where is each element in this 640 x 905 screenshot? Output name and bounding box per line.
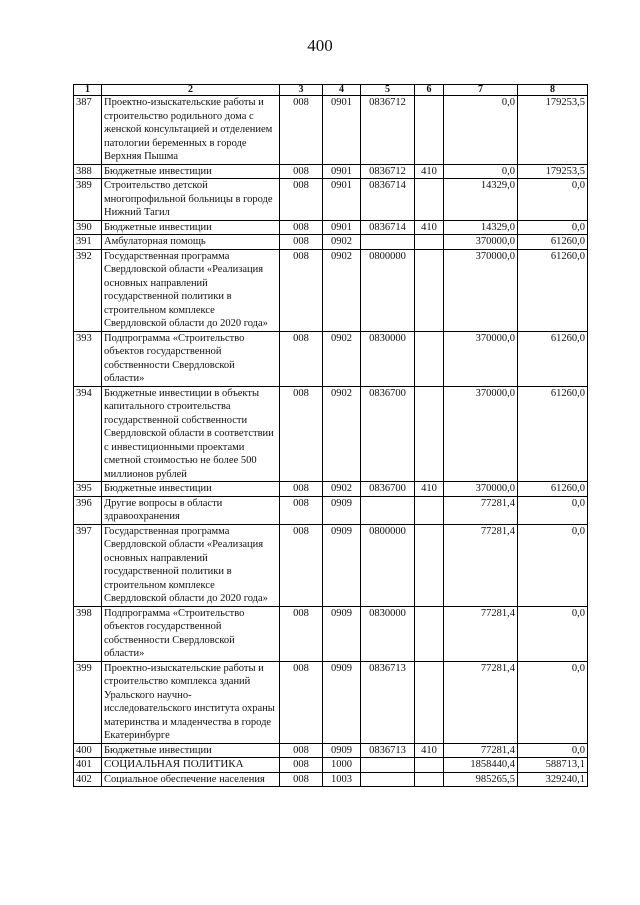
section-code: 0909	[323, 496, 361, 524]
table-row	[74, 386, 588, 482]
ministry-code: 008	[280, 743, 323, 758]
column-header: 1	[74, 85, 102, 96]
ministry-code: 008	[280, 606, 323, 661]
table-row	[74, 249, 588, 331]
amount-col8: 0,0	[518, 496, 588, 524]
target-article-code: 0836714	[361, 220, 415, 235]
column-header: 3	[280, 85, 323, 96]
amount-col7: 370000,0	[444, 249, 518, 331]
ministry-code: 008	[280, 220, 323, 235]
row-number: 398	[74, 606, 102, 661]
target-article-code: 0800000	[361, 524, 415, 606]
target-article-code: 0836700	[361, 482, 415, 497]
ministry-code: 008	[280, 482, 323, 497]
amount-col8: 61260,0	[518, 386, 588, 482]
amount-col7: 77281,4	[444, 661, 518, 743]
expense-type-code: 410	[415, 482, 444, 497]
target-article-code	[361, 758, 415, 773]
expense-type-code	[415, 661, 444, 743]
section-code: 0902	[323, 235, 361, 250]
row-name: СОЦИАЛЬНАЯ ПОЛИТИКА	[102, 758, 280, 773]
row-number: 399	[74, 661, 102, 743]
amount-col8: 61260,0	[518, 235, 588, 250]
table-row	[74, 758, 588, 773]
target-article-code	[361, 235, 415, 250]
target-article-code: 0830000	[361, 331, 415, 386]
row-name: Бюджетные инвестиции	[102, 482, 280, 497]
row-number: 396	[74, 496, 102, 524]
expense-type-code: 410	[415, 220, 444, 235]
target-article-code	[361, 772, 415, 787]
row-number: 394	[74, 386, 102, 482]
target-article-code: 0836700	[361, 386, 415, 482]
row-name: Подпрограмма «Строительство объектов государственной собственности Свердловской области»	[102, 331, 280, 386]
amount-col7: 14329,0	[444, 220, 518, 235]
expense-type-code: 410	[415, 743, 444, 758]
amount-col8: 179253,5	[518, 164, 588, 179]
section-code: 0902	[323, 386, 361, 482]
target-article-code: 0836713	[361, 661, 415, 743]
table-row	[74, 482, 588, 497]
row-number: 390	[74, 220, 102, 235]
amount-col7: 77281,4	[444, 524, 518, 606]
row-name: Проектно-изыскательские работы и строительство комплекса зданий Уральского научно-исследовательского института охраны материнства и младенчества в городе Екатеринбурге	[102, 661, 280, 743]
table-row	[74, 96, 588, 165]
section-code: 1003	[323, 772, 361, 787]
row-number: 389	[74, 179, 102, 221]
row-name: Бюджетные инвестиции	[102, 743, 280, 758]
amount-col8: 61260,0	[518, 331, 588, 386]
ministry-code: 008	[280, 249, 323, 331]
table-row	[74, 179, 588, 221]
amount-col7: 77281,4	[444, 496, 518, 524]
row-number: 401	[74, 758, 102, 773]
expense-type-code	[415, 96, 444, 165]
section-code: 0902	[323, 482, 361, 497]
amount-col8: 0,0	[518, 220, 588, 235]
ministry-code: 008	[280, 758, 323, 773]
ministry-code: 008	[280, 235, 323, 250]
amount-col7: 77281,4	[444, 606, 518, 661]
row-name: Строительство детской многопрофильной больницы в городе Нижний Тагил	[102, 179, 280, 221]
column-header: 4	[323, 85, 361, 96]
row-name: Государственная программа Свердловской области «Реализация основных направлений государственной политики в строительном комплексе Свердловской области до 2020 года»	[102, 524, 280, 606]
row-name: Проектно-изыскательские работы и строительство родильного дома с женской консультацией и отделением патологии беременных в городе Верхняя Пышма	[102, 96, 280, 165]
amount-col8: 0,0	[518, 743, 588, 758]
amount-col7: 1858440,4	[444, 758, 518, 773]
amount-col8: 588713,1	[518, 758, 588, 773]
row-number: 395	[74, 482, 102, 497]
table-row	[74, 772, 588, 787]
amount-col7: 14329,0	[444, 179, 518, 221]
row-name: Амбулаторная помощь	[102, 235, 280, 250]
row-number: 387	[74, 96, 102, 165]
amount-col8: 0,0	[518, 606, 588, 661]
row-name: Бюджетные инвестиции в объекты капитального строительства государственной собственности Свердловской области в соответствии с инвестиционными проектами сметной стоимостью не более 500 миллионов рублей	[102, 386, 280, 482]
target-article-code: 0836712	[361, 96, 415, 165]
ministry-code: 008	[280, 164, 323, 179]
expense-type-code	[415, 386, 444, 482]
page-number: 400	[307, 36, 333, 55]
expense-type-code	[415, 524, 444, 606]
column-header: 2	[102, 85, 280, 96]
amount-col8: 179253,5	[518, 96, 588, 165]
ministry-code: 008	[280, 331, 323, 386]
amount-col8: 0,0	[518, 524, 588, 606]
expense-type-code	[415, 249, 444, 331]
section-code: 0909	[323, 661, 361, 743]
header-row	[74, 85, 588, 96]
amount-col7: 985265,5	[444, 772, 518, 787]
target-article-code: 0836712	[361, 164, 415, 179]
amount-col8: 61260,0	[518, 249, 588, 331]
row-name: Государственная программа Свердловской области «Реализация основных направлений государственной политики в строительном комплексе Свердловской области до 2020 года»	[102, 249, 280, 331]
ministry-code: 008	[280, 96, 323, 165]
row-number: 388	[74, 164, 102, 179]
row-name: Подпрограмма «Строительство объектов государственной собственности Свердловской области»	[102, 606, 280, 661]
table-row	[74, 220, 588, 235]
expense-type-code	[415, 179, 444, 221]
amount-col8: 0,0	[518, 179, 588, 221]
table-row	[74, 661, 588, 743]
amount-col7: 370000,0	[444, 482, 518, 497]
row-number: 402	[74, 772, 102, 787]
row-number: 392	[74, 249, 102, 331]
section-code: 0909	[323, 743, 361, 758]
amount-col7: 0,0	[444, 164, 518, 179]
ministry-code: 008	[280, 524, 323, 606]
section-code: 0902	[323, 331, 361, 386]
expense-type-code: 410	[415, 164, 444, 179]
expense-type-code	[415, 606, 444, 661]
table-row	[74, 496, 588, 524]
ministry-code: 008	[280, 496, 323, 524]
table-row	[74, 743, 588, 758]
target-article-code: 0836713	[361, 743, 415, 758]
row-number: 393	[74, 331, 102, 386]
column-header: 7	[444, 85, 518, 96]
target-article-code	[361, 496, 415, 524]
amount-col7: 0,0	[444, 96, 518, 165]
ministry-code: 008	[280, 661, 323, 743]
amount-col8: 61260,0	[518, 482, 588, 497]
expense-type-code	[415, 496, 444, 524]
amount-col7: 370000,0	[444, 235, 518, 250]
row-number: 391	[74, 235, 102, 250]
section-code: 0901	[323, 179, 361, 221]
section-code: 0901	[323, 164, 361, 179]
table-row	[74, 164, 588, 179]
table-row	[74, 524, 588, 606]
table-row	[74, 331, 588, 386]
ministry-code: 008	[280, 772, 323, 787]
row-name: Бюджетные инвестиции	[102, 220, 280, 235]
row-name: Другие вопросы в области здравоохранения	[102, 496, 280, 524]
expense-type-code	[415, 772, 444, 787]
amount-col7: 77281,4	[444, 743, 518, 758]
row-name: Социальное обеспечение населения	[102, 772, 280, 787]
section-code: 0902	[323, 249, 361, 331]
column-header: 5	[361, 85, 415, 96]
amount-col7: 370000,0	[444, 331, 518, 386]
table-row	[74, 606, 588, 661]
amount-col7: 370000,0	[444, 386, 518, 482]
row-number: 400	[74, 743, 102, 758]
amount-col8: 329240,1	[518, 772, 588, 787]
table-row	[74, 235, 588, 250]
column-header: 6	[415, 85, 444, 96]
budget-table	[73, 84, 588, 787]
expense-type-code	[415, 235, 444, 250]
target-article-code: 0800000	[361, 249, 415, 331]
row-number: 397	[74, 524, 102, 606]
ministry-code: 008	[280, 386, 323, 482]
row-name: Бюджетные инвестиции	[102, 164, 280, 179]
ministry-code: 008	[280, 179, 323, 221]
expense-type-code	[415, 331, 444, 386]
section-code: 0901	[323, 96, 361, 165]
section-code: 0909	[323, 606, 361, 661]
section-code: 0909	[323, 524, 361, 606]
target-article-code: 0836714	[361, 179, 415, 221]
target-article-code: 0830000	[361, 606, 415, 661]
section-code: 1000	[323, 758, 361, 773]
column-header: 8	[518, 85, 588, 96]
amount-col8: 0,0	[518, 661, 588, 743]
section-code: 0901	[323, 220, 361, 235]
expense-type-code	[415, 758, 444, 773]
